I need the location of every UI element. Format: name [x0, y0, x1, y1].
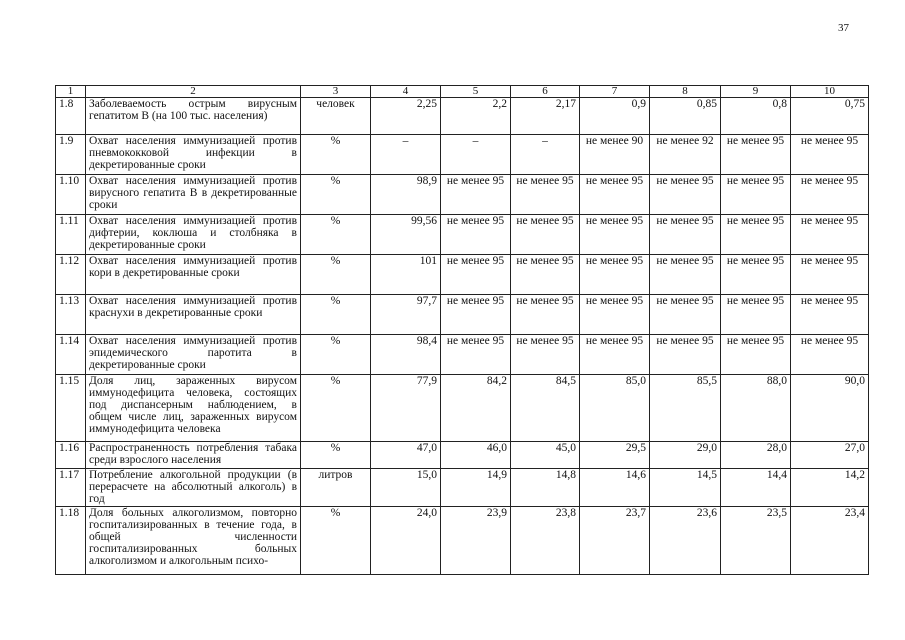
- value-cell: 24,0: [371, 507, 441, 575]
- indicator-name: Охват населения иммунизацией против краснухи в декретированные сроки: [86, 295, 301, 335]
- value-cell: 23,6: [650, 507, 721, 575]
- value-cell: 88,0: [721, 375, 791, 442]
- value-cell: 23,8: [511, 507, 580, 575]
- value-cell: 23,4: [791, 507, 869, 575]
- value-cell: не менее 95: [650, 335, 721, 375]
- table-row: [56, 295, 869, 335]
- value-cell: не менее 95: [441, 335, 511, 375]
- unit-cell: %: [301, 375, 371, 442]
- table-row: [56, 375, 869, 442]
- column-number-3: 3: [301, 86, 371, 98]
- value-cell: не менее 95: [791, 175, 869, 215]
- value-cell: не менее 95: [650, 255, 721, 295]
- value-cell: не менее 95: [650, 215, 721, 255]
- value-cell: 15,0: [371, 469, 441, 507]
- value-cell: 23,9: [441, 507, 511, 575]
- row-number: 1.9: [56, 135, 86, 175]
- value-cell: 77,9: [371, 375, 441, 442]
- column-number-7: 7: [580, 86, 650, 98]
- value-cell: не менее 95: [791, 335, 869, 375]
- row-number: 1.15: [56, 375, 86, 442]
- value-cell: 0,8: [721, 98, 791, 135]
- value-cell: не менее 95: [511, 175, 580, 215]
- unit-cell: %: [301, 335, 371, 375]
- indicator-name: Охват населения иммунизацией против кори в декретированные сроки: [86, 255, 301, 295]
- value-cell: 14,5: [650, 469, 721, 507]
- value-cell: не менее 90: [580, 135, 650, 175]
- indicator-name: Охват населения иммунизацией против пневмококковой инфекции в декретированные сроки: [86, 135, 301, 175]
- value-cell: 101: [371, 255, 441, 295]
- value-cell: 2,17: [511, 98, 580, 135]
- value-cell: 0,9: [580, 98, 650, 135]
- column-number-2: 2: [86, 86, 301, 98]
- value-cell: –: [511, 135, 580, 175]
- value-cell: не менее 95: [441, 255, 511, 295]
- value-cell: не менее 95: [791, 215, 869, 255]
- value-cell: не менее 95: [791, 135, 869, 175]
- value-cell: 47,0: [371, 442, 441, 469]
- value-cell: 97,7: [371, 295, 441, 335]
- table-row: [56, 469, 869, 507]
- value-cell: не менее 95: [791, 255, 869, 295]
- indicator-name: Доля лиц, зараженных вирусом иммунодефицита человека, состоящих под диспансерным наблюдением, в общем числе лиц, зараженных вирусом иммунодефицита человека: [86, 375, 301, 442]
- unit-cell: %: [301, 295, 371, 335]
- table-row: [56, 175, 869, 215]
- value-cell: не менее 95: [721, 335, 791, 375]
- value-cell: не менее 95: [441, 215, 511, 255]
- value-cell: 23,7: [580, 507, 650, 575]
- indicator-name: Потребление алкогольной продукции (в перерасчете на абсолютный алкоголь) в год: [86, 469, 301, 507]
- unit-cell: %: [301, 507, 371, 575]
- value-cell: 98,4: [371, 335, 441, 375]
- row-number: 1.10: [56, 175, 86, 215]
- row-number: 1.12: [56, 255, 86, 295]
- value-cell: 90,0: [791, 375, 869, 442]
- row-number: 1.11: [56, 215, 86, 255]
- value-cell: 23,5: [721, 507, 791, 575]
- column-number-5: 5: [441, 86, 511, 98]
- value-cell: 29,5: [580, 442, 650, 469]
- table-row: [56, 442, 869, 469]
- value-cell: 84,5: [511, 375, 580, 442]
- column-number-4: 4: [371, 86, 441, 98]
- row-number: 1.14: [56, 335, 86, 375]
- value-cell: не менее 95: [511, 295, 580, 335]
- value-cell: не менее 95: [441, 175, 511, 215]
- value-cell: не менее 95: [580, 255, 650, 295]
- column-number-6: 6: [511, 86, 580, 98]
- value-cell: 0,85: [650, 98, 721, 135]
- value-cell: 27,0: [791, 442, 869, 469]
- indicator-name: Охват населения иммунизацией против эпидемического паротита в декретированные сроки: [86, 335, 301, 375]
- column-number-9: 9: [721, 86, 791, 98]
- value-cell: –: [441, 135, 511, 175]
- indicators-table: [55, 85, 869, 575]
- value-cell: не менее 95: [511, 255, 580, 295]
- value-cell: не менее 95: [791, 295, 869, 335]
- indicator-name: Заболеваемость острым вирусным гепатитом В (на 100 тыс. населения): [86, 98, 301, 135]
- table-row: [56, 507, 869, 575]
- column-number-10: 10: [791, 86, 869, 98]
- row-number: 1.8: [56, 98, 86, 135]
- value-cell: 99,56: [371, 215, 441, 255]
- row-number: 1.18: [56, 507, 86, 575]
- value-cell: 14,4: [721, 469, 791, 507]
- unit-cell: литров: [301, 469, 371, 507]
- unit-cell: %: [301, 255, 371, 295]
- indicator-name: Охват населения иммунизацией против вирусного гепатита В в декретированные сроки: [86, 175, 301, 215]
- row-number: 1.17: [56, 469, 86, 507]
- table-row: [56, 335, 869, 375]
- row-number: 1.16: [56, 442, 86, 469]
- page-number: 37: [838, 22, 849, 34]
- value-cell: 45,0: [511, 442, 580, 469]
- column-number-1: 1: [56, 86, 86, 98]
- value-cell: не менее 95: [580, 175, 650, 215]
- value-cell: не менее 95: [580, 215, 650, 255]
- value-cell: не менее 92: [650, 135, 721, 175]
- value-cell: не менее 95: [721, 215, 791, 255]
- unit-cell: %: [301, 442, 371, 469]
- value-cell: 0,75: [791, 98, 869, 135]
- indicator-name: Доля больных алкоголизмом, повторно госпитализированных в течение года, в общей численности госпитализированных больных алкоголизмом и алкогольным психо-: [86, 507, 301, 575]
- table-row: [56, 255, 869, 295]
- value-cell: не менее 95: [650, 295, 721, 335]
- value-cell: не менее 95: [650, 175, 721, 215]
- value-cell: 85,0: [580, 375, 650, 442]
- value-cell: не менее 95: [721, 295, 791, 335]
- value-cell: не менее 95: [580, 335, 650, 375]
- value-cell: 14,9: [441, 469, 511, 507]
- unit-cell: человек: [301, 98, 371, 135]
- value-cell: 46,0: [441, 442, 511, 469]
- table-row: [56, 98, 869, 135]
- value-cell: 29,0: [650, 442, 721, 469]
- value-cell: не менее 95: [511, 215, 580, 255]
- value-cell: 2,2: [441, 98, 511, 135]
- indicator-name: Охват населения иммунизацией против дифтерии, коклюша и столбняка в декретированные сроки: [86, 215, 301, 255]
- value-cell: 85,5: [650, 375, 721, 442]
- table-row: [56, 135, 869, 175]
- unit-cell: %: [301, 135, 371, 175]
- value-cell: –: [371, 135, 441, 175]
- value-cell: не менее 95: [721, 135, 791, 175]
- value-cell: не менее 95: [580, 295, 650, 335]
- value-cell: 28,0: [721, 442, 791, 469]
- indicator-name: Распространенность потребления табака среди взрослого населения: [86, 442, 301, 469]
- value-cell: не менее 95: [511, 335, 580, 375]
- header-row: [56, 86, 869, 98]
- unit-cell: %: [301, 175, 371, 215]
- value-cell: 84,2: [441, 375, 511, 442]
- value-cell: 14,6: [580, 469, 650, 507]
- value-cell: не менее 95: [721, 255, 791, 295]
- value-cell: 14,2: [791, 469, 869, 507]
- value-cell: 2,25: [371, 98, 441, 135]
- value-cell: 98,9: [371, 175, 441, 215]
- table-row: [56, 215, 869, 255]
- row-number: 1.13: [56, 295, 86, 335]
- value-cell: не менее 95: [721, 175, 791, 215]
- column-number-8: 8: [650, 86, 721, 98]
- unit-cell: %: [301, 215, 371, 255]
- value-cell: 14,8: [511, 469, 580, 507]
- value-cell: не менее 95: [441, 295, 511, 335]
